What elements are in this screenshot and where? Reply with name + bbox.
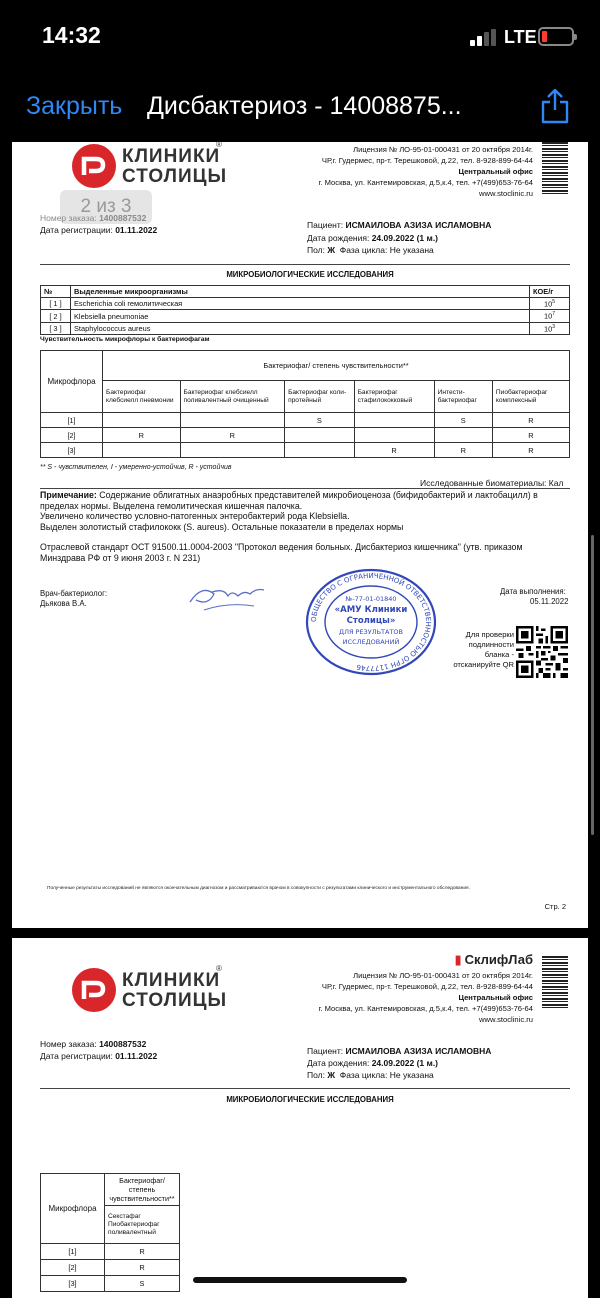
table-row: [1] R bbox=[41, 1244, 180, 1260]
patient-name: Пациент: ИСМАИЛОВА АЗИЗА ИСЛАМОВНА bbox=[307, 1046, 492, 1056]
svg-text:№-77-01-01840: №-77-01-01840 bbox=[345, 595, 397, 603]
doctor-name: Дьякова В.А. bbox=[40, 599, 87, 608]
patient-name: Пациент: ИСМАИЛОВА АЗИЗА ИСЛАМОВНА bbox=[307, 220, 492, 230]
standard-reference: Отраслевой стандарт ОСТ 91500.11.0004-2003 "Протокол ведения больных. Дисбактериоз кишечника" (утв. приказом Минздрава РФ от 9 июня 2003 г. N 231) bbox=[40, 542, 523, 563]
network-label: LTE bbox=[504, 27, 537, 47]
signal-icon bbox=[470, 29, 496, 46]
document-title: Дисбактериоз - 14008875... bbox=[147, 92, 462, 120]
svg-text:«АМУ Клиники: «АМУ Клиники bbox=[334, 605, 408, 615]
table-row: [3] S bbox=[41, 1276, 180, 1292]
phage-sensitivity-table: Микрофлора Бактериофаг/ степень чувствительности** Бактериофаг клебсиелл пневмонии Бактериофаг клебсиелл поливалентный очищенный Бактериофаг коли-протейный Бактериофаг стафилококковый Интести-бактериофаг Пиобактериофаг комплексный [1] S S R [2] R R R [3] R R R bbox=[40, 350, 570, 458]
svg-text:ОБЩЕСТВО С ОГРАНИЧЕННОЙ ОТВЕТС: ОБЩЕСТВО С ОГРАНИЧЕННОЙ ОТВЕТСТВЕННОСТЬЮ ОГРН 1177746 bbox=[309, 571, 433, 673]
note: Примечание: Содержание облигатных анаэробных представителей микробиоценоза (бифидобактерий и лактобацилл) в пределах нормы. Выделена гемолитическая кишечная палочка. Увеличено количество условно-патогенных энтеробактерий рода Klebsiella. Выделен золотистый стафилококк (S. aureus). Остальные показатели в пределах нормы bbox=[40, 490, 538, 532]
table-row: [ 3 ] Staphylococcus aureus $10^3$ bbox=[41, 322, 570, 334]
svg-text:ДЛЯ РЕЗУЛЬТАТОВ: ДЛЯ РЕЗУЛЬТАТОВ bbox=[338, 628, 404, 636]
document-page-2 bbox=[12, 938, 588, 1298]
doctor-label: Врач-бактериолог: bbox=[40, 589, 108, 598]
patient-dob: Дата рождения: 24.09.2022 (1 м.) bbox=[307, 233, 439, 243]
patient-dob: Дата рождения: 24.09.2022 (1 м.) bbox=[307, 1058, 439, 1068]
status-time: 14:32 bbox=[42, 22, 101, 48]
barcode bbox=[542, 142, 568, 194]
section-title: МИКРОБИОЛОГИЧЕСКИЕ ИССЛЕДОВАНИЯ bbox=[226, 270, 394, 279]
order-number: Номер заказа: 1400887532 bbox=[40, 213, 147, 223]
section-title: МИКРОБИОЛОГИЧЕСКИЕ ИССЛЕДОВАНИЯ bbox=[226, 1095, 394, 1104]
table-row: [2] R R R bbox=[41, 428, 570, 443]
page-indicator: 2 из 3 bbox=[60, 190, 152, 224]
order-number: Номер заказа: 1400887532 bbox=[40, 1039, 147, 1049]
table-row: [1] S S R bbox=[41, 413, 570, 428]
registration-date: Дата регистрации: 01.11.2022 bbox=[40, 225, 158, 235]
scrollbar[interactable] bbox=[591, 535, 594, 835]
phage-section-title: Чувствительность микрофлоры к бактериофагам bbox=[40, 336, 210, 343]
completion-date: 05.11.2022 bbox=[530, 597, 569, 606]
nav-bar bbox=[0, 70, 600, 142]
svg-text:Столицы»: Столицы» bbox=[346, 616, 396, 626]
clinic-contacts: Лицензия № ЛО-95-01-000431 от 20 октября 2014г. ЧР,г. Гудермес, пр-т. Терешковой, д.22, тел. 8-928-899-64-44 Центральный офис г. Москва, ул. Кантемировская, д.5,к.4, тел. +7(499)653-76-64 www.stoclinic.ru bbox=[318, 971, 533, 1024]
clinic-stamp bbox=[304, 567, 438, 677]
table-row: [2] R bbox=[41, 1260, 180, 1276]
signature-icon bbox=[184, 572, 268, 618]
qr-hint: Для проверки подлинности бланка - отсканируйте QR bbox=[453, 630, 514, 669]
clinic-contacts: Лицензия № ЛО-95-01-000431 от 20 октября 2014г. ЧР,г. Гудермес, пр-т. Терешковой, д.22, тел. 8-928-899-64-44 Центральный офис г. Москва, ул. Кантемировская, д.5,к.4, тел. +7(499)653-76-64 www.stoclinic.ru bbox=[318, 145, 533, 198]
home-indicator[interactable] bbox=[193, 1277, 407, 1283]
microorganisms-table: № Выделенные микроорганизмы КОЕ/г [ 1 ] Escherichia coli гемолитическая $10^5$ [ 2 ] Klebsiella pneumoniae $10^7$ [ 3 ] Staphylococcus aureus $10^3$ bbox=[40, 285, 570, 335]
logo-mark-icon bbox=[72, 144, 116, 188]
patient-sex-cycle: Пол: Ж Фаза цикла: Не указана bbox=[307, 1070, 434, 1080]
disclaimer: Полученные результаты исследований не являются окончательным диагнозом и рассматриваются врачом в совокупности с результатами клинического и инструментального обследования. bbox=[47, 886, 470, 891]
patient-sex-cycle: Пол: Ж Фаза цикла: Не указана bbox=[307, 245, 434, 255]
qr-code-icon[interactable] bbox=[516, 626, 568, 678]
document-page-1 bbox=[12, 142, 588, 928]
status-bar bbox=[0, 0, 600, 70]
clinic-logo: КЛИНИКИ СТОЛИЦЫ ® bbox=[72, 142, 262, 192]
registration-date: Дата регистрации: 01.11.2022 bbox=[40, 1051, 158, 1061]
legend: ** S - чувствителен, I - умеренно-устойчив, R - устойчив bbox=[40, 464, 232, 471]
table-row: [3] R R R bbox=[41, 443, 570, 458]
table-row: [ 1 ] Escherichia coli гемолитическая $10^5$ bbox=[41, 298, 570, 310]
page-number: Стр. 2 bbox=[544, 902, 566, 911]
battery-icon bbox=[538, 27, 574, 46]
table-row: [ 2 ] Klebsiella pneumoniae $10^7$ bbox=[41, 310, 570, 322]
share-icon[interactable] bbox=[540, 88, 570, 124]
close-button[interactable]: Закрыть bbox=[26, 92, 123, 120]
phage-sensitivity-table-2: Микрофлора Бактериофаг/ степень чувствительности** Секстафаг Пиобактериофаг поливалентный [1] R [2] R [3] S bbox=[40, 1173, 180, 1292]
barcode bbox=[542, 956, 568, 1008]
clinic-logo: КЛИНИКИ СТОЛИЦЫ ® bbox=[72, 966, 262, 1016]
biomaterial: Исследованные биоматериалы: Кал bbox=[420, 478, 564, 488]
svg-text:ИССЛЕДОВАНИЙ: ИССЛЕДОВАНИЙ bbox=[342, 638, 400, 646]
logo-mark-icon bbox=[72, 968, 116, 1012]
sklif-logo: ▮ СклифЛаб bbox=[454, 952, 533, 967]
completion-label: Дата выполнения: bbox=[500, 587, 566, 596]
